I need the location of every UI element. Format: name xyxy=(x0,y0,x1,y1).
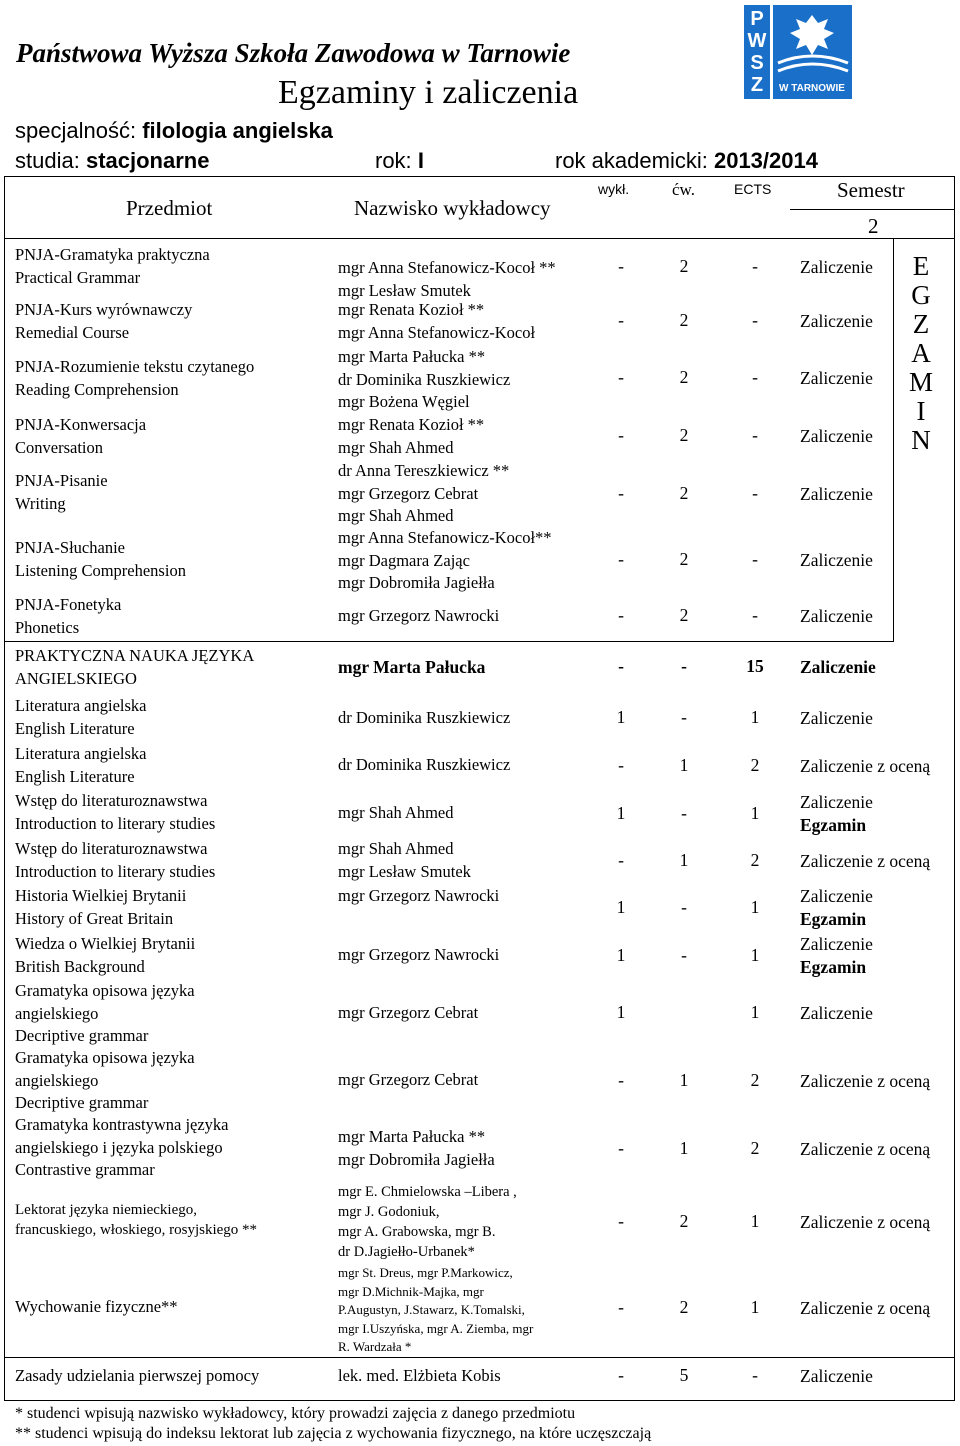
subject-line: Practical Grammar xyxy=(15,267,141,287)
lecturer-line: mgr Grzegorz Cebrat xyxy=(338,1070,479,1089)
credit-label: Zaliczenie xyxy=(800,886,873,906)
exercise-hours: - xyxy=(681,945,687,965)
subject-line: Decriptive grammar xyxy=(15,1093,149,1112)
col-lecturer-header: Nazwisko wykładowcy xyxy=(354,196,551,220)
lecturer-cell xyxy=(338,1002,478,1025)
exercise-hours: - xyxy=(681,707,687,727)
subject-line: ANGIELSKIEGO xyxy=(15,668,137,688)
assessment-form xyxy=(800,707,873,730)
subject-line: Literatura angielska xyxy=(15,696,147,715)
subject-line: Remedial Course xyxy=(15,322,130,342)
subject-line: angielskiego i języka polskiego xyxy=(15,1137,223,1157)
subject-line: Phonetics xyxy=(15,617,80,637)
ects-points: - xyxy=(752,549,758,569)
footnote-1: * studenci wpisują nazwisko wykładowcy, który prowadzi zajęcia z danego przedmiotu xyxy=(15,1405,576,1422)
subject-line: Gramatyka opisowa języka xyxy=(15,981,195,1000)
lecturer-cell xyxy=(338,1069,478,1092)
assessment-form xyxy=(800,885,873,931)
lecturer-cell xyxy=(338,1264,533,1357)
lecturer-line: mgr Renata Kozioł ** xyxy=(338,415,485,434)
exercise-hours: 2 xyxy=(679,605,689,625)
exercise-hours: 2 xyxy=(679,1297,689,1317)
credit-label: Zaliczenie xyxy=(800,426,873,446)
subject-line: Writing xyxy=(15,493,66,513)
assessment-form xyxy=(800,1002,873,1025)
lecturer-line: R. Wardzała * xyxy=(338,1339,412,1354)
lecturer-cell xyxy=(338,944,499,967)
credit-label: Zaliczenie xyxy=(800,257,873,277)
subject-line: Zasady udzielania pierwszej pomocy xyxy=(15,1366,260,1385)
ects-points: 15 xyxy=(746,656,764,676)
semester-no-divider xyxy=(894,238,955,239)
lecturer-line: mgr Anna Stefanowicz-Kocoł ** xyxy=(338,258,556,277)
ects-points: - xyxy=(752,310,758,330)
subject-line: English Literature xyxy=(15,718,135,738)
academic-year-line: rok akademicki: 2013/2014 xyxy=(555,148,818,173)
lecturer-cell xyxy=(338,414,484,459)
subject-cell xyxy=(15,1296,178,1319)
subject-cell xyxy=(15,790,215,835)
egzamin-vertical-label: E G Z A M I N xyxy=(908,251,933,455)
logo-letter-s: S xyxy=(750,52,764,74)
lecturer-line: mgr Renata Kozioł ** xyxy=(338,300,485,319)
lecturer-line: mgr Bożena Węgiel xyxy=(338,392,470,411)
subject-cell xyxy=(15,356,254,401)
subject-cell xyxy=(15,980,195,1048)
subject-line: PNJA-Konwersacja xyxy=(15,415,147,434)
assessment-form xyxy=(800,933,873,979)
assessment-form xyxy=(800,549,873,572)
ects-points: 2 xyxy=(750,755,760,775)
subject-line: Introduction to literary studies xyxy=(15,813,216,833)
lecture-hours: - xyxy=(618,656,624,676)
col-lecture-header: wykł. xyxy=(598,181,630,197)
exercise-hours: 2 xyxy=(679,310,689,330)
logo-letter-z: Z xyxy=(750,74,764,96)
assessment-form xyxy=(800,1211,930,1234)
exercise-hours: 2 xyxy=(679,367,689,387)
subject-line: Literatura angielska xyxy=(15,744,147,763)
ects-points: 2 xyxy=(750,1138,760,1158)
ects-points: 2 xyxy=(750,1070,760,1090)
lecturer-line: mgr Shah Ahmed xyxy=(338,839,454,858)
credit-label: Zaliczenie xyxy=(800,311,873,331)
subject-cell xyxy=(15,695,146,740)
lecturer-line: mgr Marta Pałucka ** xyxy=(338,1127,486,1146)
subject-line: PNJA-Fonetyka xyxy=(15,595,122,614)
credit-label: Zaliczenie xyxy=(800,550,873,570)
subject-line: British Background xyxy=(15,956,145,976)
credit-label: Zaliczenie z oceną xyxy=(800,1298,931,1318)
subject-cell xyxy=(15,1047,195,1115)
lecturer-cell xyxy=(338,1182,517,1262)
footnote-2: ** studenci wpisują do indeksu lektorat lub zajęcia z wychowania fizycznego, na które uczęszczają xyxy=(15,1425,652,1442)
pwsz-logo xyxy=(744,5,852,99)
lecture-hours: - xyxy=(618,310,624,330)
ects-points: 1 xyxy=(750,897,760,917)
credit-label: Zaliczenie xyxy=(800,657,876,677)
lecturer-line: dr D.Jagiełło-Urbanek* xyxy=(338,1244,475,1260)
lecturer-cell xyxy=(338,257,556,302)
subject-line: Wstęp do literaturoznawstwa xyxy=(15,791,208,810)
ects-points: 1 xyxy=(750,945,760,965)
exercise-hours: 1 xyxy=(679,1138,689,1158)
subject-cell xyxy=(15,537,186,582)
lecturer-cell xyxy=(338,802,454,825)
year-line: rok: I xyxy=(375,148,424,173)
lecturer-line: mgr Lesław Smutek xyxy=(338,280,471,300)
semester-number: 2 xyxy=(868,214,879,238)
lecturer-cell xyxy=(338,1365,501,1388)
subject-line: Gramatyka kontrastywna języka xyxy=(15,1115,229,1134)
logo-letter-w: W xyxy=(747,30,767,52)
subject-cell xyxy=(15,1114,229,1182)
subject-cell xyxy=(15,1365,259,1388)
col-subject-header: Przedmiot xyxy=(126,196,213,220)
exercise-hours: 2 xyxy=(679,549,689,569)
credit-label: Zaliczenie z oceną xyxy=(800,1212,931,1232)
credit-label: Zaliczenie z oceną xyxy=(800,1071,931,1091)
logo-letter-p: P xyxy=(750,8,764,30)
lecturer-cell xyxy=(338,1126,495,1171)
exam-label: Egzamin xyxy=(800,815,867,835)
lecturer-line: mgr Shah Ahmed xyxy=(338,803,454,822)
credit-label: Zaliczenie xyxy=(800,934,873,954)
lecturer-cell xyxy=(338,346,510,414)
lecturer-line: dr Dominika Ruszkiewicz xyxy=(338,755,511,774)
lecture-hours: - xyxy=(618,549,624,569)
lecturer-cell xyxy=(338,460,509,528)
ects-points: - xyxy=(752,425,758,445)
lecture-hours: - xyxy=(618,367,624,387)
ects-points: 2 xyxy=(750,850,760,870)
pnja-block-divider xyxy=(5,641,894,642)
lecturer-line: mgr Lesław Smutek xyxy=(338,861,471,881)
subject-cell xyxy=(15,594,121,639)
assessment-form xyxy=(800,367,873,390)
lecturer-cell xyxy=(338,656,485,679)
ects-points: 1 xyxy=(750,1002,760,1022)
subject-cell xyxy=(15,414,146,459)
lecturer-line: mgr Anna Stefanowicz-Kocoł** xyxy=(338,528,552,547)
credit-label: Zaliczenie z oceną xyxy=(800,851,931,871)
subject-line: PNJA-Słuchanie xyxy=(15,538,125,557)
semester-divider xyxy=(790,209,955,210)
exercise-hours: - xyxy=(681,803,687,823)
university-name: Państwowa Wyższa Szkoła Zawodowa w Tarnowie xyxy=(16,38,571,68)
assessment-form xyxy=(800,310,873,333)
assessment-form xyxy=(800,1070,930,1093)
credit-label: Zaliczenie xyxy=(800,708,873,728)
lecturer-line: mgr Grzegorz Nawrocki xyxy=(338,945,500,964)
subject-line: Historia Wielkiej Brytanii xyxy=(15,886,187,905)
subject-line: Wstęp do literaturoznawstwa xyxy=(15,839,208,858)
credit-label: Zaliczenie xyxy=(800,1366,873,1386)
subject-line: History of Great Britain xyxy=(15,908,174,928)
subject-line: Lektorat języka niemieckiego, xyxy=(15,1202,197,1218)
exercise-hours: - xyxy=(681,656,687,676)
lecturer-line: mgr Anna Stefanowicz-Kocoł xyxy=(338,322,536,342)
subject-line: angielskiego xyxy=(15,1070,99,1090)
lecture-hours: - xyxy=(618,483,624,503)
subject-line: English Literature xyxy=(15,766,135,786)
subject-line: PNJA-Pisanie xyxy=(15,471,108,490)
lecturer-line: mgr Grzegorz Nawrocki xyxy=(338,886,500,905)
subject-line: Conversation xyxy=(15,437,103,457)
subject-cell xyxy=(15,743,146,788)
subject-line: Introduction to literary studies xyxy=(15,861,216,881)
lecturer-line: mgr J. Godoniuk, xyxy=(338,1204,440,1220)
lecture-hours: 1 xyxy=(616,897,626,917)
subject-cell xyxy=(15,244,210,289)
subject-line: Contrastive grammar xyxy=(15,1160,155,1179)
assessment-form xyxy=(800,656,876,679)
credit-label: Zaliczenie xyxy=(800,792,873,812)
lecturer-line: mgr Marta Pałucka ** xyxy=(338,347,486,366)
egzamin-divider xyxy=(893,238,894,641)
subject-cell xyxy=(15,933,195,978)
assessment-form xyxy=(800,791,873,837)
ects-points: - xyxy=(752,605,758,625)
lecturer-line: mgr Shah Ahmed xyxy=(338,506,454,525)
subject-line: angielskiego xyxy=(15,1003,99,1023)
lecturer-line: mgr Marta Pałucka xyxy=(338,657,486,677)
subject-line: Wiedza o Wielkiej Brytanii xyxy=(15,934,196,953)
subject-cell xyxy=(15,838,215,883)
lecture-hours: - xyxy=(618,755,624,775)
lecture-hours: - xyxy=(618,1365,624,1385)
credit-label: Zaliczenie z oceną xyxy=(800,756,931,776)
credit-label: Zaliczenie xyxy=(800,484,873,504)
assessment-form xyxy=(800,850,930,873)
lecturer-line: mgr Grzegorz Nawrocki xyxy=(338,606,500,625)
assessment-form xyxy=(800,256,873,279)
assessment-form xyxy=(800,755,930,778)
assessment-form xyxy=(800,1365,873,1388)
exam-label: Egzamin xyxy=(800,957,867,977)
lecture-hours: - xyxy=(618,425,624,445)
subject-cell xyxy=(15,299,192,344)
ects-points: - xyxy=(752,1365,758,1385)
exercise-hours: 2 xyxy=(679,1211,689,1231)
subject-line: Listening Comprehension xyxy=(15,560,186,580)
assessment-form xyxy=(800,1138,930,1161)
lecturer-cell xyxy=(338,707,510,730)
lecture-hours: - xyxy=(618,605,624,625)
subject-cell xyxy=(15,470,108,515)
ects-points: - xyxy=(752,256,758,276)
lecturer-line: mgr Shah Ahmed xyxy=(338,437,454,457)
lecturer-line: mgr A. Grabowska, mgr B. xyxy=(338,1224,496,1240)
lecturer-line: dr Dominika Ruszkiewicz xyxy=(338,369,511,389)
lecture-hours: - xyxy=(618,1297,624,1317)
lecturer-line: mgr Grzegorz Cebrat xyxy=(338,1003,479,1022)
subject-line: PNJA-Gramatyka praktyczna xyxy=(15,245,210,264)
page-title: Egzaminy i zaliczenia xyxy=(278,74,579,111)
lecture-hours: - xyxy=(618,1138,624,1158)
subject-line: Gramatyka opisowa języka xyxy=(15,1048,195,1067)
assessment-form xyxy=(800,605,873,628)
ects-points: - xyxy=(752,483,758,503)
lecture-hours: - xyxy=(618,256,624,276)
lecture-hours: - xyxy=(618,1070,624,1090)
lecturer-cell xyxy=(338,754,510,777)
exercise-hours: 1 xyxy=(679,1070,689,1090)
subject-cell xyxy=(15,645,254,690)
lecturer-cell xyxy=(338,838,471,883)
ects-points: - xyxy=(752,367,758,387)
last-row-divider xyxy=(5,1357,955,1358)
lecture-hours: 1 xyxy=(616,707,626,727)
subject-cell xyxy=(15,885,186,930)
lecturer-line: mgr D.Michnik-Majka, mgr xyxy=(338,1283,484,1299)
col-exercise-header: ćw. xyxy=(672,180,695,199)
assessment-form xyxy=(800,1297,930,1320)
lecturer-line: P.Augustyn, J.Stawarz, K.Tomalski, xyxy=(338,1302,525,1317)
lecture-hours: - xyxy=(618,1211,624,1231)
subject-line: PNJA-Kurs wyrównawczy xyxy=(15,300,193,319)
lecturer-line: mgr St. Dreus, mgr P.Markowicz, xyxy=(338,1265,513,1280)
subject-line: francuskiego, włoskiego, rosyjskiego ** xyxy=(15,1222,258,1238)
lecturer-line: dr Dominika Ruszkiewicz xyxy=(338,708,511,727)
exercise-hours: 2 xyxy=(679,256,689,276)
credit-label: Zaliczenie xyxy=(800,368,873,388)
lecturer-line: mgr Dobromiła Jagiełła xyxy=(338,573,495,592)
lecture-hours: - xyxy=(618,850,624,870)
lecture-hours: 1 xyxy=(616,1002,626,1022)
lecturer-line: mgr I.Uszyńska, mgr A. Ziemba, mgr xyxy=(338,1320,534,1336)
lecturer-cell xyxy=(338,299,535,344)
subject-line: Decriptive grammar xyxy=(15,1026,149,1045)
col-ects-header: ECTS xyxy=(734,181,772,197)
lecturer-line: dr Anna Tereszkiewicz ** xyxy=(338,461,510,480)
ects-points: 1 xyxy=(750,707,760,727)
lecturer-cell xyxy=(338,605,499,628)
study-mode-line: studia: stacjonarne xyxy=(15,148,210,173)
subject-line: PRAKTYCZNA NAUKA JĘZYKA xyxy=(15,646,255,665)
subject-line: PNJA-Rozumienie tekstu czytanego xyxy=(15,357,255,376)
lecturer-line: mgr Dobromiła Jagiełła xyxy=(338,1149,495,1169)
lecturer-line: mgr E. Chmielowska –Libera , xyxy=(338,1184,517,1200)
subject-line: Reading Comprehension xyxy=(15,379,179,399)
logo-city: W TARNOWIE xyxy=(779,83,845,94)
exam-label: Egzamin xyxy=(800,909,867,929)
lecturer-cell xyxy=(338,885,499,908)
lecturer-line: mgr Dagmara Zając xyxy=(338,550,470,570)
exercise-hours: 1 xyxy=(679,755,689,775)
ects-points: 1 xyxy=(750,1297,760,1317)
header-divider xyxy=(5,238,894,239)
exercise-hours: 2 xyxy=(679,483,689,503)
exercise-hours: - xyxy=(681,897,687,917)
lecturer-line: lek. med. Elżbieta Kobis xyxy=(338,1366,501,1385)
assessment-form xyxy=(800,483,873,506)
lecturer-cell xyxy=(338,527,552,595)
lecture-hours: 1 xyxy=(616,945,626,965)
credit-label: Zaliczenie z oceną xyxy=(800,1139,931,1159)
subject-line: Wychowanie fizyczne** xyxy=(15,1297,178,1316)
exercise-hours: 1 xyxy=(679,850,689,870)
exercise-hours: 5 xyxy=(679,1365,689,1385)
lecture-hours: 1 xyxy=(616,803,626,823)
specialty-line: specjalność: filologia angielska xyxy=(15,118,333,143)
ects-points: 1 xyxy=(750,1211,760,1231)
col-semester-header: Semestr xyxy=(837,178,905,202)
lecturer-line: mgr Grzegorz Cebrat xyxy=(338,483,479,503)
credit-label: Zaliczenie xyxy=(800,606,873,626)
assessment-form xyxy=(800,425,873,448)
credit-label: Zaliczenie xyxy=(800,1003,873,1023)
exercise-hours: 2 xyxy=(679,425,689,445)
subject-cell xyxy=(15,1200,257,1240)
ects-points: 1 xyxy=(750,803,760,823)
